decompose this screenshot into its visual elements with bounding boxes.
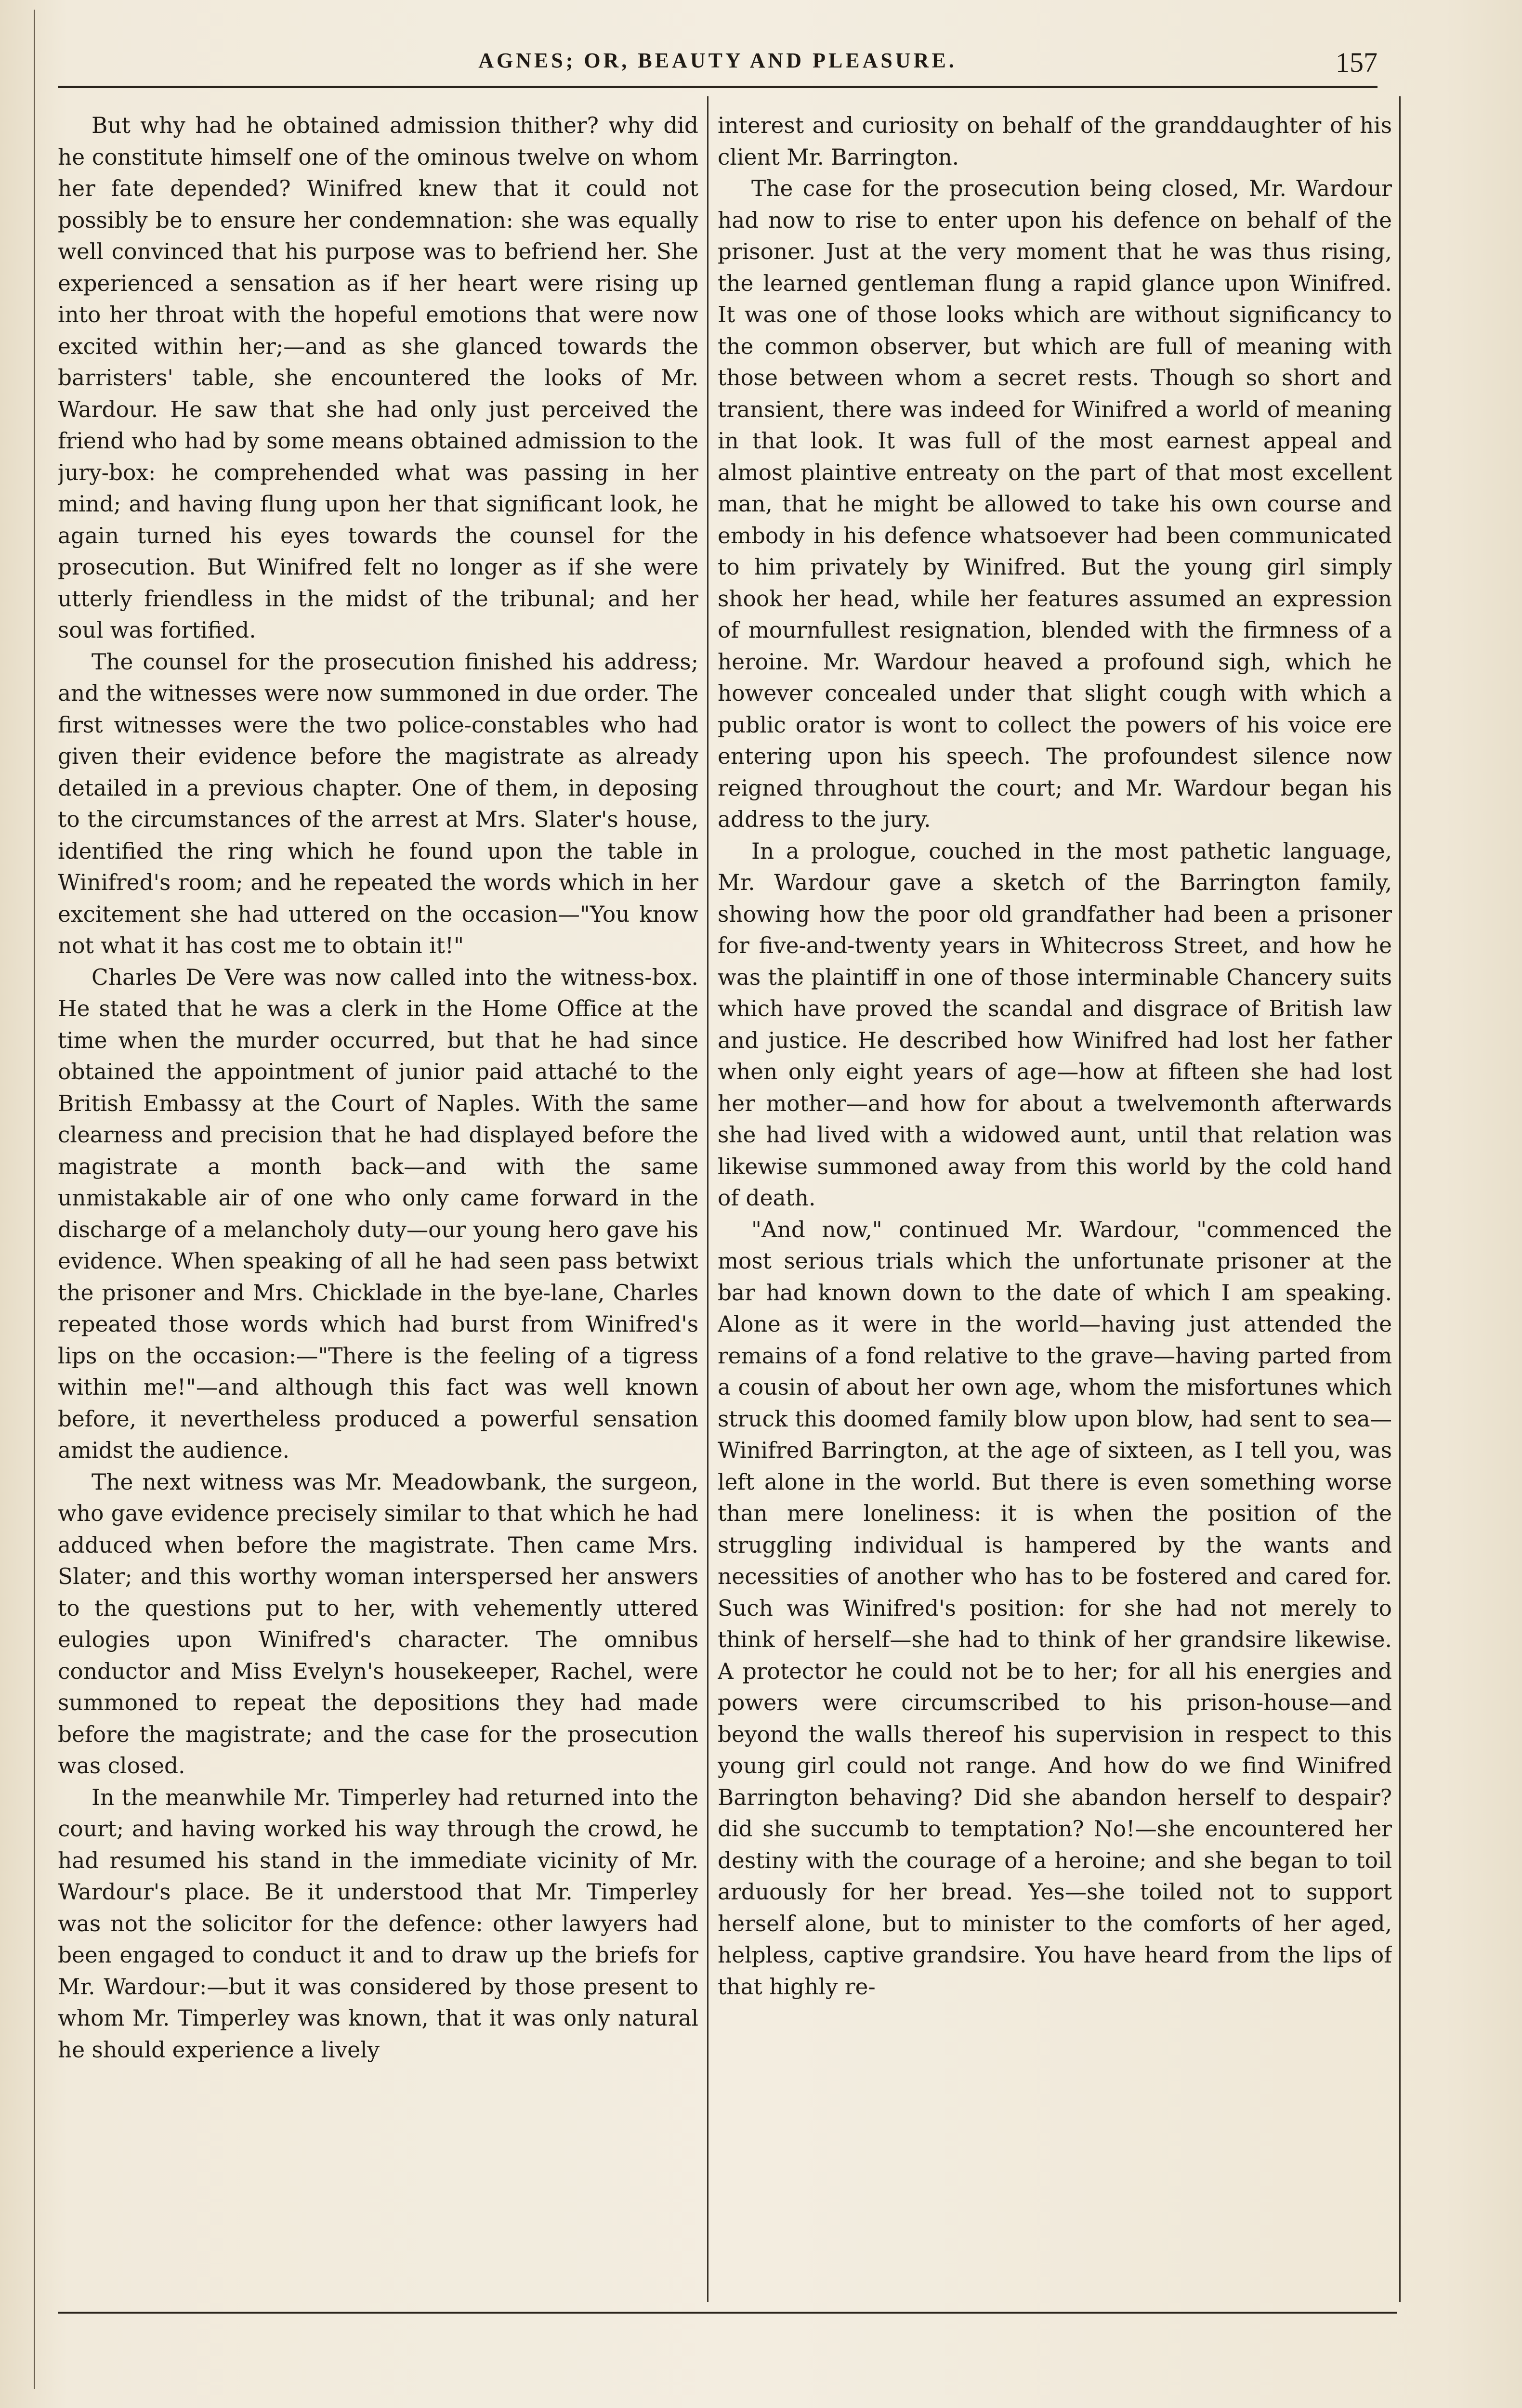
paragraph: "And now," continued Mr. Wardour, "commenced the most serious trials which the unfortunate prisoner at the bar had known down to the date of which I am speaking. Alone as it were in the world—having just attended the remains of a fond relative to the grave—having parted from a cousin of about her own age, whom the misfortunes which struck this doomed family blow upon blow, had sent to sea—Winifred Barrington, at the age of sixteen, as I tell you, was left alone in the world. But there is even something worse than mere loneliness: it is when the position of the struggling individual is hampered by the wants and necessities of another who has to be fostered and cared for. Such was Winifred's position: for she had not merely to think of herself—she had to think of her grandsire likewise. A protector he could not be to her; for all his energies and powers were circumscribed to his prison-house—and beyond the walls thereof his supervision in respect to this young girl could not range. And how do we find Winifred Barrington behaving? Did she abandon herself to despair? did she succumb to temptation? No!—she encountered her destiny with the courage of a heroine; and she began to toil arduously for her bread. Yes—she toiled not to support herself alone, but to minister to the comforts of her aged, helpless, captive grandsire. You have heard from the lips of that highly re-: [718, 1217, 1392, 2000]
footer-rule: [58, 2312, 1397, 2314]
left-column: [58, 110, 698, 2296]
page-edge-rule: [34, 10, 35, 2389]
paragraph: Charles De Vere was now called into the witness-box. He stated that he was a clerk in the Home Office at the time when the murder occurred, but that he had since obtained the appointment of junior paid attaché to the British Embassy at the Court of Naples. With the same clearness and precision that he had displayed before the magistrate a month back—and with the same unmistakable air of one who only came forward in the discharge of a melancholy duty—our young hero gave his evidence. When speaking of all he had seen pass betwixt the prisoner and Mrs. Chicklade in the bye-lane, Charles repeated those words which had burst from Winifred's lips on the occasion:—"There is the feeling of a tigress within me!"—and although this fact was well known before, it nevertheless produced a powerful sensation amidst the audience.: [58, 964, 698, 1463]
right-column-border: [1399, 96, 1401, 2302]
paragraph-continued: interest and curiosity on behalf of the granddaughter of his client Mr. Barrington.: [718, 113, 1392, 170]
header-rule: [58, 86, 1378, 88]
paragraph: In a prologue, couched in the most pathetic language, Mr. Wardour gave a sketch of the Barrington family, showing how the poor old grandfather had been a prisoner for five-and-twenty years in Whitecross Street, and how he was the plaintiff in one of those interminable Chancery suits which have proved the scandal and disgrace of British law and justice. He described how Winifred had lost her father when only eight years of age—how at fifteen she had lost her mother—and how for about a twelvemonth afterwards she had lived with a widowed aunt, until that relation was likewise summoned away from this world by the cold hand of death.: [718, 838, 1392, 1211]
paragraph: The next witness was Mr. Meadowbank, the surgeon, who gave evidence precisely similar to that which he had adduced when before the magistrate. Then came Mrs. Slater; and this worthy woman interspersed her answers to the questions put to her, with vehemently uttered eulogies upon Winifred's character. The omnibus conductor and Miss Evelyn's housekeeper, Rachel, were summoned to repeat the depositions they had made before the magistrate; and the case for the prosecution was closed.: [58, 1469, 698, 1779]
running-header-title: AGNES; OR, BEAUTY AND PLEASURE.: [478, 49, 957, 72]
paragraph: In the meanwhile Mr. Timperley had returned into the court; and having worked his way through the crowd, he had resumed his stand in the immediate vicinity of Mr. Wardour's place. Be it understood that Mr. Timperley was not the solicitor for the defence: other lawyers had been engaged to conduct it and to draw up the briefs for Mr. Wardour:—but it was considered by those present to whom Mr. Timperley was known, that it was only natural he should experience a lively: [58, 1784, 698, 2063]
paragraph: But why had he obtained admission thither? why did he constitute himself one of the ominous twelve on whom her fate depended? Winifred knew that it could not possibly be to ensure her condemnation: she was equally well convinced that his purpose was to befriend her. She experienced a sensation as if her heart were rising up into her throat with the hopeful emotions that were now excited within her;—and as she glanced towards the barristers' table, she encountered the looks of Mr. Wardour. He saw that she had only just perceived the friend who had by some means obtained admission to the jury-box: he comprehended what was passing in her mind; and having flung upon her that significant look, he again turned his eyes towards the counsel for the prosecution. But Winifred felt no longer as if she were utterly friendless in the midst of the tribunal; and her soul was fortified.: [58, 113, 698, 643]
column-divider: [707, 96, 709, 2302]
paragraph: The case for the prosecution being closed, Mr. Wardour had now to rise to enter upon his defence on behalf of the prisoner. Just at the very moment that he was thus rising, the learned gentleman flung a rapid glance upon Winifred. It was one of those looks which are without significancy to the common observer, but which are full of meaning with those between whom a secret rests. Though so short and transient, there was indeed for Winifred a world of meaning in that look. It was full of the most earnest appeal and almost plaintive entreaty on the part of that most excellent man, that he might be allowed to take his own course and embody in his defence whatsoever had been communicated to him privately by Winifred. But the young girl simply shook her head, while her features assumed an expression of mournfullest resignation, blended with the firmness of a heroine. Mr. Wardour heaved a profound sigh, which he however concealed under that slight cough with which a public orator is wont to collect the powers of his voice ere entering upon his speech. The profoundest silence now reigned throughout the court; and Mr. Wardour began his address to the jury.: [718, 176, 1392, 832]
page-number: 157: [1336, 47, 1378, 78]
right-column: [718, 110, 1392, 2296]
paragraph: The counsel for the prosecution finished his address; and the witnesses were now summoned in due order. The first witnesses were the two police-constables who had given their evidence before the magistrate as already detailed in a previous chapter. One of them, in deposing to the circumstances of the arrest at Mrs. Slater's house, identified the ring which he found upon the table in Winifred's room; and he repeated the words which in her excitement she had uttered on the occasion—"You know not what it has cost me to obtain it!": [58, 649, 698, 958]
